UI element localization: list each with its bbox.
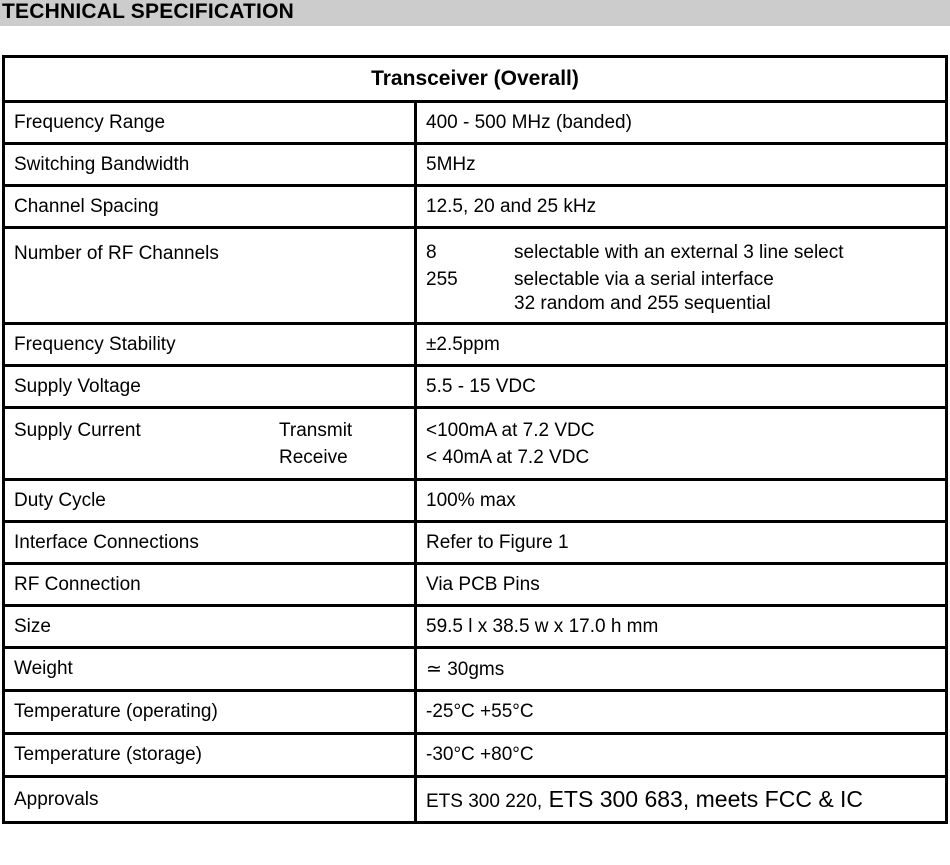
row-label: Frequency Stability: [4, 324, 416, 366]
channel-count: 255: [426, 268, 458, 290]
approval-others: ETS 300 683, meets FCC & IC: [542, 786, 864, 812]
table-row: [4, 408, 947, 480]
table-row: [4, 102, 947, 144]
table-row: [4, 564, 947, 606]
table-row: [4, 186, 947, 228]
table-row: [4, 144, 947, 186]
spec-table: [2, 55, 948, 824]
table-heading-row: [4, 57, 947, 102]
row-value: ±2.5ppm: [416, 324, 947, 366]
table-row: [4, 366, 947, 408]
row-label: Temperature (storage): [4, 734, 416, 777]
row-value: 5MHz: [416, 144, 947, 186]
row-label: Frequency Range: [4, 102, 416, 144]
table-row: [4, 777, 947, 823]
row-value: 100% max: [416, 480, 947, 522]
row-label: Duty Cycle: [4, 480, 416, 522]
row-label: Interface Connections: [4, 522, 416, 564]
transmit-current: <100mA at 7.2 VDC: [426, 419, 595, 441]
row-value: -30°C +80°C: [416, 734, 947, 777]
row-label: Supply Current: [14, 419, 141, 441]
row-label: Temperature (operating): [4, 691, 416, 734]
table-row: [4, 734, 947, 777]
row-label: Size: [4, 606, 416, 648]
section-title: TECHNICAL SPECIFICATION: [2, 0, 294, 23]
table-row: [4, 522, 947, 564]
row-value-multiline: [416, 408, 947, 480]
row-label: RF Connection: [4, 564, 416, 606]
receive-current: < 40mA at 7.2 VDC: [426, 446, 590, 468]
row-value: 12.5, 20 and 25 kHz: [416, 186, 947, 228]
row-value: [416, 777, 947, 823]
table-heading: Transceiver (Overall): [4, 57, 947, 102]
channel-desc: selectable with an external 3 line select: [514, 241, 844, 263]
channel-desc: selectable via a serial interface: [514, 268, 774, 290]
row-label: Weight: [4, 648, 416, 691]
approval-ets-300-220: ETS 300 220,: [426, 791, 543, 812]
row-value: Refer to Figure 1: [416, 522, 947, 564]
row-value: 59.5 l x 38.5 w x 17.0 h mm: [416, 606, 947, 648]
table-row: [4, 480, 947, 522]
table-row: [4, 691, 947, 734]
channel-desc: 32 random and 255 sequential: [514, 292, 771, 314]
sub-label-receive: Receive: [279, 446, 348, 468]
table-row: [4, 606, 947, 648]
table-row: [4, 228, 947, 324]
row-value: 400 - 500 MHz (banded): [416, 102, 947, 144]
row-value: Via PCB Pins: [416, 564, 947, 606]
row-label: Number of RF Channels: [4, 228, 416, 324]
sub-label-transmit: Transmit: [279, 419, 353, 441]
table-row: [4, 648, 947, 691]
table-row: [4, 324, 947, 366]
row-value: ≃ 30gms: [416, 648, 947, 691]
row-label: Supply Voltage: [4, 366, 416, 408]
row-value: 5.5 - 15 VDC: [416, 366, 947, 408]
row-label-split: [4, 408, 416, 480]
row-label: Channel Spacing: [4, 186, 416, 228]
channel-count: 8: [426, 241, 437, 263]
row-value: -25°C +55°C: [416, 691, 947, 734]
row-label: Approvals: [4, 777, 416, 823]
section-title-bar: [0, 0, 950, 26]
row-value-multiline: [416, 228, 947, 324]
row-label: Switching Bandwidth: [4, 144, 416, 186]
